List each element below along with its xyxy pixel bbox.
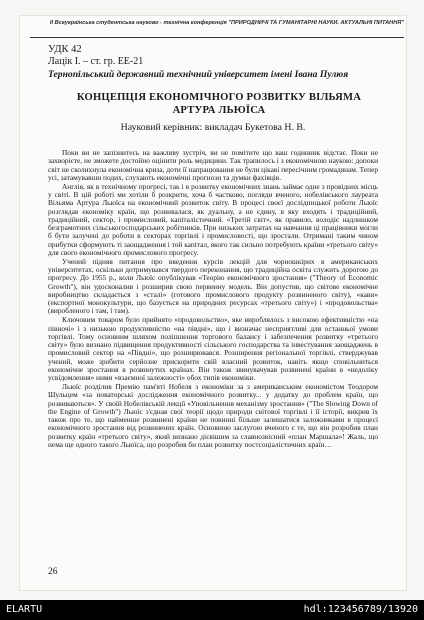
footer-repository-label: ELARTU bbox=[6, 604, 43, 615]
body-paragraph: Англія, як в технічному прогресі, так і в розвитку економічних знань займає одне з провідних місць у світі. В цій роботі ми хотіли б розкрити, хоча б частково, погляди вченого, нобелівського лауреата Вільяма Артура Льюїса на економічний розвиток світу. В процесі своєї дослідницької роботи Льюїс розглядав економіку країн, що розвивалася, як дуальну, а не єдину, в яку входять і традиційний, традиційний, сектор, і промисловий, капіталістичний. «Третій світ», як правило, володіє надлишком безграмотних сільськогосподарських робітників. При низьких затратах на навчання ці працівники могли б бути залучені до роботи в секторах торгівлі і промисловості, що зростали. Отримані таким чином прибутки сформують ті заощадження і той капітал, якого так сильно потребують країни «третього світу» для свого економічного промислового прогресу. bbox=[48, 181, 378, 257]
paper-body bbox=[48, 149, 378, 450]
body-paragraph: Поки ви не зaпізнитесь на важливу зустріч, ви не помітите що ваш годинник відстає. Поки не захворієте, не зможете достойно оцінити роль медицини. Так трапилось і з економічною наукою: допоки світ не сколихнула економічна криза, доти її напрацювання не були цікаві пересічним громадянам. Тепер усі, затамувавши подих, слухають економічні прогнози та думки фахівців. bbox=[48, 148, 378, 182]
udk-code: УДК 42 bbox=[48, 44, 82, 55]
footer-handle: hdl:123456789/13920 bbox=[303, 604, 418, 615]
affiliation: Тернопільський державний технічний університет імені Івана Пулюя bbox=[48, 69, 349, 80]
footer-bar bbox=[0, 600, 424, 620]
body-paragraph: Учений підняв питання про введення курсів лекцій для чорношкірих в американських університетах, оскільки дотримувався твердого переконання, що традиційна освіта служить дорогою до прогресу. До 1955 р., коли Льюїс опублікував «Теорію економічного зростання» ("Theory of Economic Growth"), він удосконалив і розширив свою первинну модель. Він допустив, що світове економічне виробництво складається з «сталі» (готового промислового продукту розвиненого світу), «кави» (експортної монокультури, що базується на природних ресурсах «третього світу») і «продовольства» (виробленого і там, і там). bbox=[48, 256, 378, 316]
paper-title: КОНЦЕПЦІЯ ЕКОНОМІЧНОГО РОЗВИТКУ ВІЛЬЯМА АРТУРА ЛЬЮЇСА bbox=[76, 92, 362, 116]
header-rule bbox=[30, 37, 404, 38]
supervisor-line: Науковий керівник: викладач Букетова Н. В. bbox=[120, 122, 306, 133]
body-paragraph: Ключовим товаром було прийнято «продовольство», яке вироблялось з високою ефективністю «на півночі» і з низькою продуктивністю «на півдні», що і визначає несприятливі для останньої умови торгівлі. Тому основним шляхом поліпшення торгового балансу і забезпечення розвитку «третього світу» було визнано підвищення продуктивності сільського господарства та інвестування заощаджень в промисловий сектор на «Півдні», що розширювався. Розширення регіональної торгівлі, стверджував учений, може зробити серйозне прискорити свій власний розвиток, навіть якщо сповільниться економічне зростання в розвинутих країнах. Він також звинувачував розвинені країни в «недоліку усвідомлення» ними «взаємної залежності» обох типів економіки. bbox=[48, 315, 378, 383]
body-paragraph: Льюїс розділив Премію пам'яті Нобеля з економіки за з американським економістом Теодором Шульцем «за новаторські дослідження економічного розвитку... у додатку до проблем країн, що розвиваються». У своїй Нобелівській лекції «Уповільнення механізму зростання» ("The Slowing Down of the Engine of Growth") Льюїс з'єднав свої теорії щодо природи світової торгівлі і її історії, викрив їх також про те, що найменше розвинені країни не повинні більше залишатися заложниками в процесі економічного зростання від розвинених країн. Основною заслугою вченого є те, що він розробив план розвитку країн «третього світу», який визнано дієвішим за славнозвісний «план Маршала»! Жаль, що нема ще одного такого Льюїса, що розробив би план розвитку постсоціалістичних країн… bbox=[48, 382, 378, 449]
running-head: ІІ Всеукраїнська студентська науково - технічна конференція "ПРИРОДНИЧІ ТА ГУМАНІТАРНІ НАУКИ. АКТУАЛЬНІ ПИТАННЯ" bbox=[49, 20, 404, 26]
author-line: Лацік І. – ст. гр. ЕЕ-21 bbox=[48, 56, 144, 67]
page-number: 26 bbox=[48, 567, 58, 577]
